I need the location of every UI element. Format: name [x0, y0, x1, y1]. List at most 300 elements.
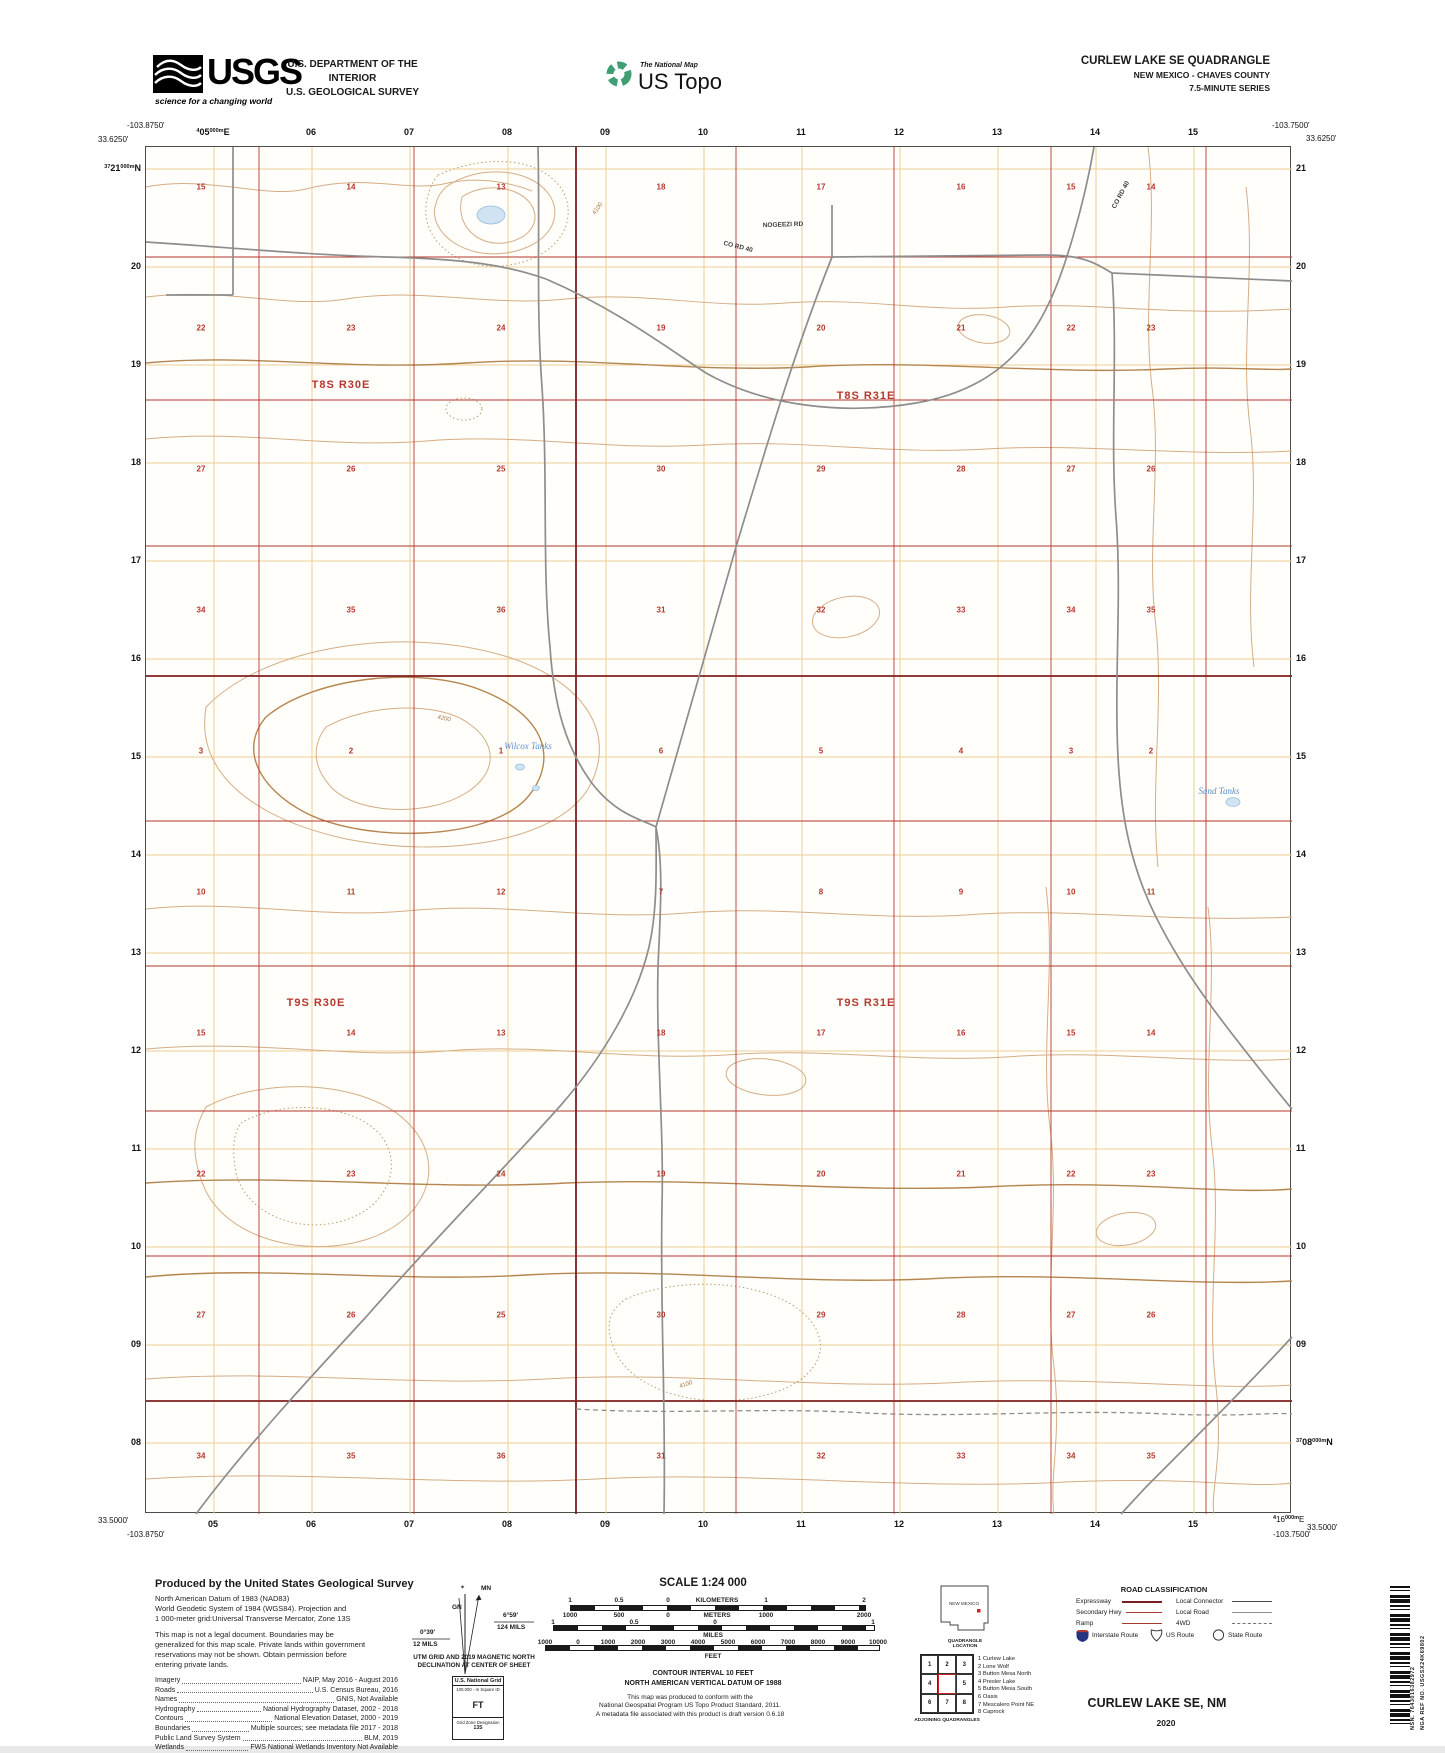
grid-easting-label: 10 [697, 127, 709, 137]
grid-northing-label: 14 [1296, 849, 1307, 859]
scale-tick-label: 1000 [562, 1612, 578, 1619]
quadrangle-location-caption: QUADRANGLE LOCATION [947, 1639, 983, 1649]
scale-tick-label: METERS [703, 1612, 731, 1619]
grid-easting-label: 13 [991, 1519, 1003, 1529]
section-number: 5 [818, 746, 824, 756]
scale-tick-label: 1000 [537, 1639, 553, 1646]
state-route-legend: State Route [1212, 1628, 1262, 1642]
section-number: 22 [1066, 1169, 1076, 1179]
road-class-item [1176, 1609, 1272, 1616]
credit-value: GNIS, Not Available [336, 1696, 398, 1704]
grid-northing-label: 09 [1296, 1339, 1307, 1349]
section-number: 31 [656, 605, 666, 615]
road-class-label: Expressway [1076, 1598, 1112, 1605]
us-route-legend: US Route [1150, 1628, 1194, 1642]
section-number: 20 [816, 1169, 826, 1179]
road-name-label: CO RD 40 [722, 239, 754, 255]
road-class-item [1176, 1620, 1272, 1627]
credit-row [155, 1724, 398, 1734]
grid-easting-label: 11 [796, 1519, 806, 1529]
scale-tick-label: 1000 [600, 1639, 616, 1646]
state-route-circle-icon [1212, 1628, 1225, 1642]
road-class-item [1176, 1598, 1272, 1605]
grid-northing-label: 15 [130, 751, 141, 761]
quadrangle-title: CURLEW LAKE SE QUADRANGLE [1080, 55, 1270, 67]
credit-row [155, 1714, 398, 1724]
corner-coordinate-top_left_lon: -103.8750' [127, 121, 165, 130]
credits-block [155, 1676, 398, 1753]
scale-tick-label: MILES [703, 1632, 723, 1639]
grid-easting-label: 12 [893, 1519, 905, 1529]
section-number: 22 [1066, 323, 1076, 333]
usng-zone: 13S [473, 1725, 483, 1731]
road-class-label: Ramp [1076, 1620, 1094, 1627]
scale-tick-label: 5000 [720, 1639, 736, 1646]
adjoining-cell: 4 [921, 1674, 938, 1693]
section-number: 23 [1146, 323, 1156, 333]
section-number: 34 [1066, 605, 1076, 615]
credit-label: Names [155, 1696, 178, 1704]
produced-by-title: Produced by the United States Geological Survey [155, 1578, 414, 1590]
contour-interval-note: CONTOUR INTERVAL 10 FEET NORTH AMERICAN VERTICAL DATUM OF 1988 [624, 1670, 782, 1687]
section-number: 14 [346, 1028, 356, 1038]
contour-elevation-label: 4100 [678, 1380, 694, 1390]
section-number: 23 [346, 323, 356, 333]
adjoining-quad-name: 7 Mescalero Point NE [978, 1701, 1035, 1708]
section-number: 26 [346, 1310, 356, 1320]
gn-declination-degrees: 0°39' [420, 1629, 435, 1636]
scale-tick-label: 2000 [856, 1612, 872, 1619]
usgs-tagline: science for a changing world [155, 96, 273, 106]
section-number: 15 [196, 182, 206, 192]
grid-northing-label: 13 [130, 947, 141, 957]
adjoining-cell: 3 [956, 1655, 973, 1674]
quadrangle-location-map [938, 1583, 992, 1640]
section-number: 26 [346, 464, 356, 474]
quadrangle-series: 7.5-MINUTE SERIES [1189, 83, 1270, 93]
quadrangle-location-marker [977, 1609, 981, 1613]
legal-line: reservations may not be shown. Obtain permission before [155, 1650, 347, 1659]
section-number: 27 [196, 464, 206, 474]
grid-northing-label: 14 [130, 849, 141, 859]
map-area [145, 146, 1291, 1513]
section-number: 9 [958, 887, 964, 897]
section-number: 16 [956, 182, 966, 192]
section-number: 15 [196, 1028, 206, 1038]
grid-easting-label: 14 [1089, 127, 1101, 137]
grid-easting-label: 09 [599, 127, 611, 137]
contour-elevation-label: 4100 [591, 201, 605, 217]
section-number: 24 [496, 323, 506, 333]
adjoining-cell: 2 [938, 1655, 955, 1674]
credit-value: Multiple sources; see metadata file 2017 - 2018 [250, 1724, 398, 1732]
usgs-logo-text: USGS [207, 51, 302, 92]
usng-square-id: FT [472, 1700, 484, 1710]
grid-northing-label: 18 [1296, 457, 1307, 467]
scale-tick-label: 500 [613, 1612, 625, 1619]
scale-tick-label: 3000 [660, 1639, 676, 1646]
grid-easting-label: 06 [305, 1519, 317, 1529]
adjoining-cell: 1 [921, 1655, 938, 1674]
road-class-line-sample [1232, 1601, 1272, 1602]
scale-tick-label: 0 [576, 1639, 580, 1646]
credit-row [155, 1676, 398, 1686]
scale-tick-label: 1 [871, 1619, 875, 1626]
adjoining-quad-name: 8 Caprock [978, 1709, 1005, 1716]
water-feature-label: Sand Tanks [1198, 786, 1240, 796]
road-classification-title: ROAD CLASSIFICATION [1120, 1585, 1208, 1594]
credit-label: Imagery [155, 1677, 181, 1684]
grid-northing-label: 12 [1296, 1045, 1307, 1055]
corner-coordinate-top_right_lon: -103.7500' [1272, 121, 1310, 130]
section-number: 29 [816, 1310, 826, 1320]
scale-tick-label: KILOMETERS [695, 1597, 739, 1604]
legal-block [155, 1630, 405, 1670]
credit-label: Contours [155, 1715, 184, 1723]
section-number: 1 [498, 746, 504, 756]
road-class-line-sample [1122, 1601, 1162, 1603]
grid-easting-label: 08 [501, 1519, 513, 1529]
credit-row [155, 1743, 398, 1753]
section-number: 32 [816, 605, 826, 615]
grid-easting-label: 06 [305, 127, 317, 137]
scale-tick-label: 6000 [750, 1639, 766, 1646]
road-class-line-sample [1126, 1612, 1162, 1613]
scale-tick-label: FEET [704, 1653, 722, 1660]
section-number: 12 [496, 887, 506, 897]
scale-tick-label: 4000 [690, 1639, 706, 1646]
section-number: 4 [958, 746, 964, 756]
section-number: 29 [816, 464, 826, 474]
grid-easting-label: 10 [697, 1519, 709, 1529]
scale-tick-label: 8000 [810, 1639, 826, 1646]
scale-tick-label: 7000 [780, 1639, 796, 1646]
section-number: 30 [656, 1310, 666, 1320]
section-number: 16 [956, 1028, 966, 1038]
conformance-line: This map was produced to conform with the [627, 1694, 753, 1701]
map-graphics [146, 147, 1292, 1514]
mn-declination-degrees: 6°59' [503, 1612, 518, 1619]
us-national-grid-box [452, 1676, 504, 1740]
section-number: 23 [346, 1169, 356, 1179]
adjoining-cell: 8 [956, 1694, 973, 1713]
interstate-route-legend: Interstate Route [1076, 1628, 1138, 1642]
scale-title: SCALE 1:24 000 [659, 1577, 747, 1589]
road-class-label: 4WD [1176, 1620, 1191, 1627]
scale-tick-label: 0 [666, 1597, 670, 1604]
datum-block [155, 1594, 405, 1624]
grid-northing-label: 11 [131, 1143, 141, 1153]
road-name-label: CO RD 40 [1110, 180, 1132, 210]
credit-label: Public Land Survey System [155, 1734, 241, 1742]
section-number: 13 [496, 1028, 506, 1038]
adjoining-cell: 7 [938, 1694, 955, 1713]
section-number: 3 [1068, 746, 1074, 756]
gn-declination-mils: 12 MILS [413, 1641, 438, 1648]
section-number: 35 [1146, 605, 1156, 615]
grid-northing-label: 13 [1296, 947, 1307, 957]
township-range-label: T9S R31E [836, 997, 896, 1009]
corner-coordinate-bottom_right_easting: $^416^{000m}E$ [1273, 1515, 1305, 1524]
scale-bar-feet [545, 1645, 880, 1651]
adjoining-quadrangles-caption: ADJOINING QUADRANGLES [914, 1718, 980, 1723]
conformance-note [596, 1694, 785, 1719]
credit-label: Hydrography [155, 1705, 196, 1713]
credit-row [155, 1695, 398, 1705]
township-range-label: T8S R31E [836, 390, 896, 402]
section-number: 19 [656, 1169, 666, 1179]
section-number: 34 [196, 1451, 206, 1461]
section-number: 11 [1146, 887, 1156, 897]
section-number: 26 [1146, 464, 1156, 474]
section-number: 34 [1066, 1451, 1076, 1461]
adjoining-quad-name: 5 Button Mesa South [978, 1686, 1033, 1693]
grid-northing-label: $^{37}21^{000m}N$ [104, 163, 141, 173]
grid-northing-label: 15 [1296, 751, 1307, 761]
grid-northing-label: 11 [1296, 1143, 1306, 1153]
section-number: 33 [956, 1451, 966, 1461]
dept-line1: U.S. DEPARTMENT OF THE INTERIOR [287, 59, 418, 84]
section-number: 13 [496, 182, 506, 192]
grid-northing-label: 20 [1296, 261, 1307, 271]
credit-value: U.S. Census Bureau, 2016 [314, 1686, 398, 1694]
grid-northing-label: 10 [130, 1241, 141, 1251]
grid-easting-label: 05 [207, 1519, 219, 1529]
declination-star: ✶ [460, 1585, 466, 1591]
utm-km-grid [146, 147, 1292, 1514]
township-range-label: T9S R30E [286, 997, 346, 1009]
scale-tick-label: 10000 [868, 1639, 888, 1646]
scale-tick-label: 0 [713, 1619, 717, 1626]
grid-north-label: GN [452, 1604, 462, 1611]
grid-northing-label: 18 [130, 457, 141, 467]
dept-line2: U.S. GEOLOGICAL SURVEY [286, 87, 419, 98]
section-number: 35 [1146, 1451, 1156, 1461]
datum-line: North American Datum of 1983 (NAD83) [155, 1594, 290, 1603]
grid-easting-label: 13 [991, 127, 1003, 137]
section-number: 6 [658, 746, 664, 756]
grid-northing-label: 08 [130, 1437, 141, 1447]
grid-northing-label: 09 [130, 1339, 141, 1349]
grid-northing-label: 17 [1296, 555, 1307, 565]
section-number: 25 [496, 464, 506, 474]
section-number: 32 [816, 1451, 826, 1461]
section-number: 26 [1146, 1310, 1156, 1320]
state-name-label: NEW MEXICO [948, 1601, 980, 1606]
section-number: 35 [346, 1451, 356, 1461]
grid-northing-label: 19 [1296, 359, 1307, 369]
credit-label: Boundaries [155, 1724, 191, 1732]
corner-coordinate-bottom_left_lon: -103.8750' [127, 1530, 165, 1539]
section-number: 10 [1066, 887, 1076, 897]
sheet-title: CURLEW LAKE SE, NM [1087, 1696, 1227, 1710]
section-number: 28 [956, 464, 966, 474]
adjoining-quadrangles-grid [920, 1654, 974, 1714]
road-class-line-sample [1232, 1623, 1272, 1624]
section-number: 28 [956, 1310, 966, 1320]
scale-tick-label: 1000 [758, 1612, 774, 1619]
section-number: 18 [656, 182, 666, 192]
credit-value: BLM, 2019 [364, 1734, 398, 1742]
grid-northing-label: 17 [130, 555, 141, 565]
grid-easting-label: 07 [403, 1519, 415, 1529]
grid-easting-label: $^405^{000m}E$ [196, 127, 230, 137]
ustopo-logo-text: US Topo [638, 69, 722, 94]
datum-line: World Geodetic System of 1984 (WGS84). Projection and [155, 1604, 347, 1613]
usng-zone-label: Grid Zone Designation [453, 1717, 503, 1725]
section-number: 20 [816, 323, 826, 333]
grid-northing-label: 10 [1296, 1241, 1307, 1251]
grid-northing-label: 21 [1296, 163, 1307, 173]
grid-northing-label: $^{37}08^{000m}N$ [1296, 1437, 1333, 1447]
adjoining-quad-name: 3 Button Mesa North [978, 1671, 1032, 1678]
adjoining-quadrangles-list [978, 1656, 1034, 1717]
adjoining-quad-name: 1 Curlew Lake [978, 1656, 1016, 1662]
section-number: 36 [496, 605, 506, 615]
4wd-road [576, 1409, 1292, 1415]
section-grid-lines [146, 147, 1292, 1514]
corner-coordinate-bottom_left_lat: 33.5000' [98, 1516, 129, 1525]
barcode [1390, 1586, 1410, 1724]
adjoining-cell: 5 [956, 1674, 973, 1693]
credit-row [155, 1705, 398, 1715]
legal-line: This map is not a legal document. Boundaries may be [155, 1630, 334, 1639]
section-number: 35 [346, 605, 356, 615]
nga-ref-number: NGA REF NO. USGSX24K69802 [1420, 1635, 1426, 1730]
section-number: 23 [1146, 1169, 1156, 1179]
us-route-shield-icon [1150, 1628, 1163, 1642]
corner-coordinate-bottom_right_lat: 33.5000' [1307, 1523, 1338, 1532]
scale-tick-label: 1 [551, 1619, 555, 1626]
scale-tick-label: 0 [666, 1612, 670, 1619]
credit-value: National Elevation Dataset, 2000 - 2019 [274, 1715, 398, 1723]
section-number: 14 [1146, 182, 1156, 192]
scale-tick-label: 1 [568, 1597, 572, 1604]
legal-line: entering private lands. [155, 1660, 229, 1669]
department-heading [270, 58, 435, 100]
water-feature-label: Wilcox Tanks [504, 741, 552, 751]
adjoining-center-cell [938, 1674, 955, 1693]
corner-coordinate-bottom_right_lon: -103.7500' [1273, 1530, 1311, 1539]
scale-tick-label: 9000 [840, 1639, 856, 1646]
grid-northing-label: 16 [1296, 653, 1307, 663]
credit-row [155, 1734, 398, 1744]
section-number: 34 [196, 605, 206, 615]
grid-northing-label: 19 [130, 359, 141, 369]
sheet-year: 2020 [1156, 1718, 1176, 1728]
national-map-label: The National Map [640, 62, 698, 69]
section-number: 21 [956, 1169, 966, 1179]
grid-easting-label: 12 [893, 127, 905, 137]
grid-easting-label: 09 [599, 1519, 611, 1529]
grid-easting-label: 15 [1187, 1519, 1199, 1529]
section-number: 2 [348, 746, 354, 756]
usng-title: U.S. National Grid [454, 1678, 502, 1684]
road-class-line-sample [1232, 1612, 1272, 1613]
section-number: 21 [956, 323, 966, 333]
section-number: 25 [496, 1310, 506, 1320]
adjoining-quad-name: 4 Presler Lake [978, 1678, 1016, 1685]
section-number: 8 [818, 887, 824, 897]
conformance-line: National Geospatial Program US Topo Product Standard, 2011. [599, 1702, 781, 1710]
section-number: 30 [656, 464, 666, 474]
section-number: 17 [816, 1028, 826, 1038]
national-map-icon [605, 60, 633, 93]
road-class-label: Secondary Hwy [1076, 1609, 1122, 1616]
usng-square-id-label: 100,000 - m Square ID [456, 1687, 500, 1692]
scale-tick-label: 2 [862, 1597, 866, 1604]
grid-easting-label: 07 [403, 127, 415, 137]
credit-value: NAIP, May 2016 - August 2016 [302, 1677, 398, 1684]
grid-northing-label: 16 [130, 653, 141, 663]
section-number: 24 [496, 1169, 506, 1179]
credit-value: National Hydrography Dataset, 2002 - 2018 [262, 1705, 398, 1713]
adjoining-quad-name: 6 Oasis [978, 1693, 998, 1700]
grid-northing-label: 20 [130, 261, 141, 271]
corner-coordinate-top_left_lat: 33.6250' [98, 135, 129, 144]
depression-contours [234, 161, 824, 1400]
scale-bar-kilometers [570, 1605, 866, 1611]
road-class-item [1076, 1620, 1162, 1627]
mn-declination-mils: 124 MILS [497, 1624, 526, 1631]
adjoining-cell: 6 [921, 1694, 938, 1713]
road-class-item [1076, 1609, 1162, 1616]
contour-lines [146, 147, 1292, 1514]
grid-easting-label: 11 [796, 127, 806, 137]
section-number: 22 [196, 1169, 206, 1179]
credit-label: Roads [155, 1686, 176, 1694]
corner-coordinate-top_right_lat: 33.6250' [1306, 134, 1337, 143]
scale-tick-label: 0.5 [629, 1619, 639, 1626]
road-class-line-sample [1122, 1623, 1162, 1624]
scale-tick-label: 1 [764, 1597, 768, 1604]
conformance-line: A metadata file associated with this product is draft version 0.6.18 [595, 1710, 785, 1718]
contour-elevation-label: 4200 [436, 714, 452, 724]
road-class-label: Local Connector [1176, 1598, 1224, 1605]
section-number: 36 [496, 1451, 506, 1461]
quadrangle-subtitle: NEW MEXICO - CHAVES COUNTY [1133, 70, 1270, 80]
credit-row [155, 1686, 398, 1696]
credit-value: FWS National Wetlands Inventory Not Available [250, 1744, 398, 1752]
township-range-label: T8S R30E [311, 379, 371, 391]
grid-easting-label: 15 [1187, 127, 1199, 137]
section-number: 31 [656, 1451, 666, 1461]
quadrangle-title-block [1081, 55, 1270, 93]
section-number: 15 [1066, 1028, 1076, 1038]
section-number: 11 [346, 887, 356, 897]
scale-tick-label: 2000 [630, 1639, 646, 1646]
magnetic-north-label: MN [481, 1585, 492, 1592]
roads [146, 147, 1292, 1514]
declination-caption: UTM GRID AND 2019 MAGNETIC NORTH DECLINATION AT CENTER OF SHEET [413, 1654, 535, 1669]
datum-line: 1 000-meter grid:Universal Transverse Mercator, Zone 13S [155, 1614, 351, 1623]
legal-line: generalized for this map scale. Private lands within government [155, 1640, 366, 1649]
section-number: 14 [346, 182, 356, 192]
section-number: 10 [196, 887, 206, 897]
credit-label: Wetlands [155, 1744, 185, 1752]
grid-northing-label: 12 [130, 1045, 141, 1055]
section-number: 2 [1148, 746, 1154, 756]
nsn-number: NSN. 7643016382972 [1410, 1666, 1416, 1730]
interstate-shield-icon [1076, 1628, 1089, 1642]
section-number: 33 [956, 605, 966, 615]
section-number: 14 [1146, 1028, 1156, 1038]
scale-tick-label: 0.5 [614, 1597, 624, 1604]
section-number: 7 [658, 887, 664, 897]
section-number: 27 [196, 1310, 206, 1320]
section-number: 18 [656, 1028, 666, 1038]
usgs-waves-icon [153, 55, 203, 93]
